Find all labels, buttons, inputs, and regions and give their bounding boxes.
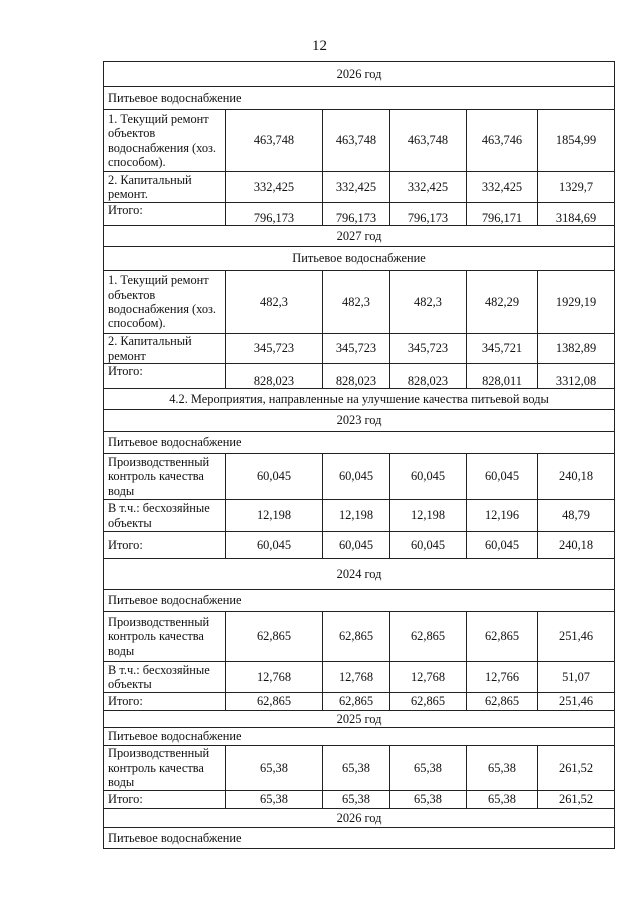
row-label: Производственный контроль качества воды bbox=[104, 612, 226, 662]
row-value: 482,3 bbox=[390, 271, 467, 334]
row-total-value: 1929,19 bbox=[538, 271, 615, 334]
table-row bbox=[104, 334, 615, 364]
budget-table-body bbox=[104, 62, 615, 849]
row-label: Итого: bbox=[104, 693, 226, 711]
row-value: 482,3 bbox=[323, 271, 390, 334]
row-label: Итого: bbox=[104, 532, 226, 559]
row-value: 65,38 bbox=[390, 746, 467, 791]
row-value: 60,045 bbox=[323, 532, 390, 559]
row-value: 482,29 bbox=[467, 271, 538, 334]
row-value: 12,198 bbox=[390, 500, 467, 532]
row-value: 463,748 bbox=[226, 110, 323, 172]
row-value: 12,198 bbox=[226, 500, 323, 532]
row-label: В т.ч.: бесхозяйные объекты bbox=[104, 662, 226, 693]
row-value: 12,766 bbox=[467, 662, 538, 693]
table-row bbox=[104, 364, 615, 389]
row-total-value: 1854,99 bbox=[538, 110, 615, 172]
row-value: 482,3 bbox=[226, 271, 323, 334]
row-value: 60,045 bbox=[323, 454, 390, 500]
table-row bbox=[104, 693, 615, 711]
row-value: 62,865 bbox=[390, 693, 467, 711]
row-label: Итого: bbox=[104, 203, 226, 226]
row-value: 62,865 bbox=[323, 612, 390, 662]
section-header-row bbox=[104, 590, 615, 612]
table-row bbox=[104, 746, 615, 791]
year-header-row bbox=[104, 711, 615, 728]
section-header: Питьевое водоснабжение bbox=[104, 828, 615, 849]
row-label: Производственный контроль качества воды bbox=[104, 746, 226, 791]
row-value: 828,023 bbox=[323, 364, 390, 389]
section-header-row bbox=[104, 247, 615, 271]
row-value: 332,425 bbox=[390, 172, 467, 203]
row-label: Итого: bbox=[104, 364, 226, 389]
table-row bbox=[104, 454, 615, 500]
row-label: 2. Капитальный ремонт. bbox=[104, 172, 226, 203]
row-label: 1. Текущий ремонт объектов водоснабжения (хоз. способом). bbox=[104, 271, 226, 334]
row-value: 345,723 bbox=[226, 334, 323, 364]
row-value: 332,425 bbox=[323, 172, 390, 203]
row-total-value: 1329,7 bbox=[538, 172, 615, 203]
row-value: 62,865 bbox=[390, 612, 467, 662]
section-header-row bbox=[104, 389, 615, 410]
row-value: 60,045 bbox=[390, 532, 467, 559]
row-value: 332,425 bbox=[226, 172, 323, 203]
row-value: 65,38 bbox=[323, 791, 390, 809]
section-header-row bbox=[104, 87, 615, 110]
row-value: 65,38 bbox=[226, 791, 323, 809]
row-value: 65,38 bbox=[390, 791, 467, 809]
row-value: 65,38 bbox=[467, 746, 538, 791]
row-value: 60,045 bbox=[467, 532, 538, 559]
row-value: 65,38 bbox=[467, 791, 538, 809]
row-total-value: 240,18 bbox=[538, 454, 615, 500]
row-value: 463,746 bbox=[467, 110, 538, 172]
row-value: 796,171 bbox=[467, 203, 538, 226]
table-row bbox=[104, 662, 615, 693]
year-header-row bbox=[104, 226, 615, 247]
row-value: 12,768 bbox=[390, 662, 467, 693]
row-value: 12,768 bbox=[226, 662, 323, 693]
row-label: 2. Капитальный ремонт bbox=[104, 334, 226, 364]
year-header: 2025 год bbox=[104, 711, 615, 728]
row-label: Производственный контроль качества воды bbox=[104, 454, 226, 500]
section-header-row bbox=[104, 432, 615, 454]
row-value: 12,196 bbox=[467, 500, 538, 532]
row-value: 828,023 bbox=[226, 364, 323, 389]
section-header-row bbox=[104, 728, 615, 746]
section-header: Питьевое водоснабжение bbox=[104, 432, 615, 454]
row-value: 463,748 bbox=[323, 110, 390, 172]
row-value: 62,865 bbox=[323, 693, 390, 711]
row-value: 796,173 bbox=[390, 203, 467, 226]
year-header-row bbox=[104, 559, 615, 590]
row-value: 65,38 bbox=[226, 746, 323, 791]
row-value: 62,865 bbox=[226, 693, 323, 711]
year-header-row bbox=[104, 809, 615, 828]
row-value: 60,045 bbox=[226, 454, 323, 500]
year-header-row bbox=[104, 410, 615, 432]
section-header: 4.2. Мероприятия, направленные на улучшение качества питьевой воды bbox=[104, 389, 615, 410]
section-header-row bbox=[104, 828, 615, 849]
page-number: 12 bbox=[312, 38, 327, 54]
row-total-value: 3184,69 bbox=[538, 203, 615, 226]
row-value: 463,748 bbox=[390, 110, 467, 172]
table-row bbox=[104, 500, 615, 532]
year-header: 2024 год bbox=[104, 559, 615, 590]
row-value: 332,425 bbox=[467, 172, 538, 203]
row-value: 62,865 bbox=[467, 612, 538, 662]
row-total-value: 251,46 bbox=[538, 693, 615, 711]
budget-table bbox=[103, 61, 615, 849]
row-value: 12,198 bbox=[323, 500, 390, 532]
row-value: 60,045 bbox=[390, 454, 467, 500]
table-row bbox=[104, 110, 615, 172]
year-header: 2026 год bbox=[104, 809, 615, 828]
year-header: 2027 год bbox=[104, 226, 615, 247]
section-header: Питьевое водоснабжение bbox=[104, 728, 615, 746]
row-value: 796,173 bbox=[226, 203, 323, 226]
row-total-value: 261,52 bbox=[538, 746, 615, 791]
table-row bbox=[104, 172, 615, 203]
table-row bbox=[104, 791, 615, 809]
table-row bbox=[104, 203, 615, 226]
row-label: Итого: bbox=[104, 791, 226, 809]
year-header-row bbox=[104, 62, 615, 87]
row-total-value: 251,46 bbox=[538, 612, 615, 662]
section-header: Питьевое водоснабжение bbox=[104, 590, 615, 612]
row-value: 345,723 bbox=[390, 334, 467, 364]
year-header: 2026 год bbox=[104, 62, 615, 87]
year-header: 2023 год bbox=[104, 410, 615, 432]
row-total-value: 3312,08 bbox=[538, 364, 615, 389]
row-value: 345,721 bbox=[467, 334, 538, 364]
row-total-value: 261,52 bbox=[538, 791, 615, 809]
row-total-value: 1382,89 bbox=[538, 334, 615, 364]
row-total-value: 51,07 bbox=[538, 662, 615, 693]
table-row bbox=[104, 532, 615, 559]
row-label: 1. Текущий ремонт объектов водоснабжения (хоз. способом). bbox=[104, 110, 226, 172]
row-value: 60,045 bbox=[226, 532, 323, 559]
row-value: 60,045 bbox=[467, 454, 538, 500]
row-value: 828,011 bbox=[467, 364, 538, 389]
table-row bbox=[104, 271, 615, 334]
section-header: Питьевое водоснабжение bbox=[104, 87, 615, 110]
row-total-value: 48,79 bbox=[538, 500, 615, 532]
row-total-value: 240,18 bbox=[538, 532, 615, 559]
row-label: В т.ч.: бесхозяйные объекты bbox=[104, 500, 226, 532]
row-value: 796,173 bbox=[323, 203, 390, 226]
row-value: 828,023 bbox=[390, 364, 467, 389]
row-value: 62,865 bbox=[226, 612, 323, 662]
row-value: 65,38 bbox=[323, 746, 390, 791]
row-value: 345,723 bbox=[323, 334, 390, 364]
table-row bbox=[104, 612, 615, 662]
row-value: 62,865 bbox=[467, 693, 538, 711]
section-header: Питьевое водоснабжение bbox=[104, 247, 615, 271]
row-value: 12,768 bbox=[323, 662, 390, 693]
